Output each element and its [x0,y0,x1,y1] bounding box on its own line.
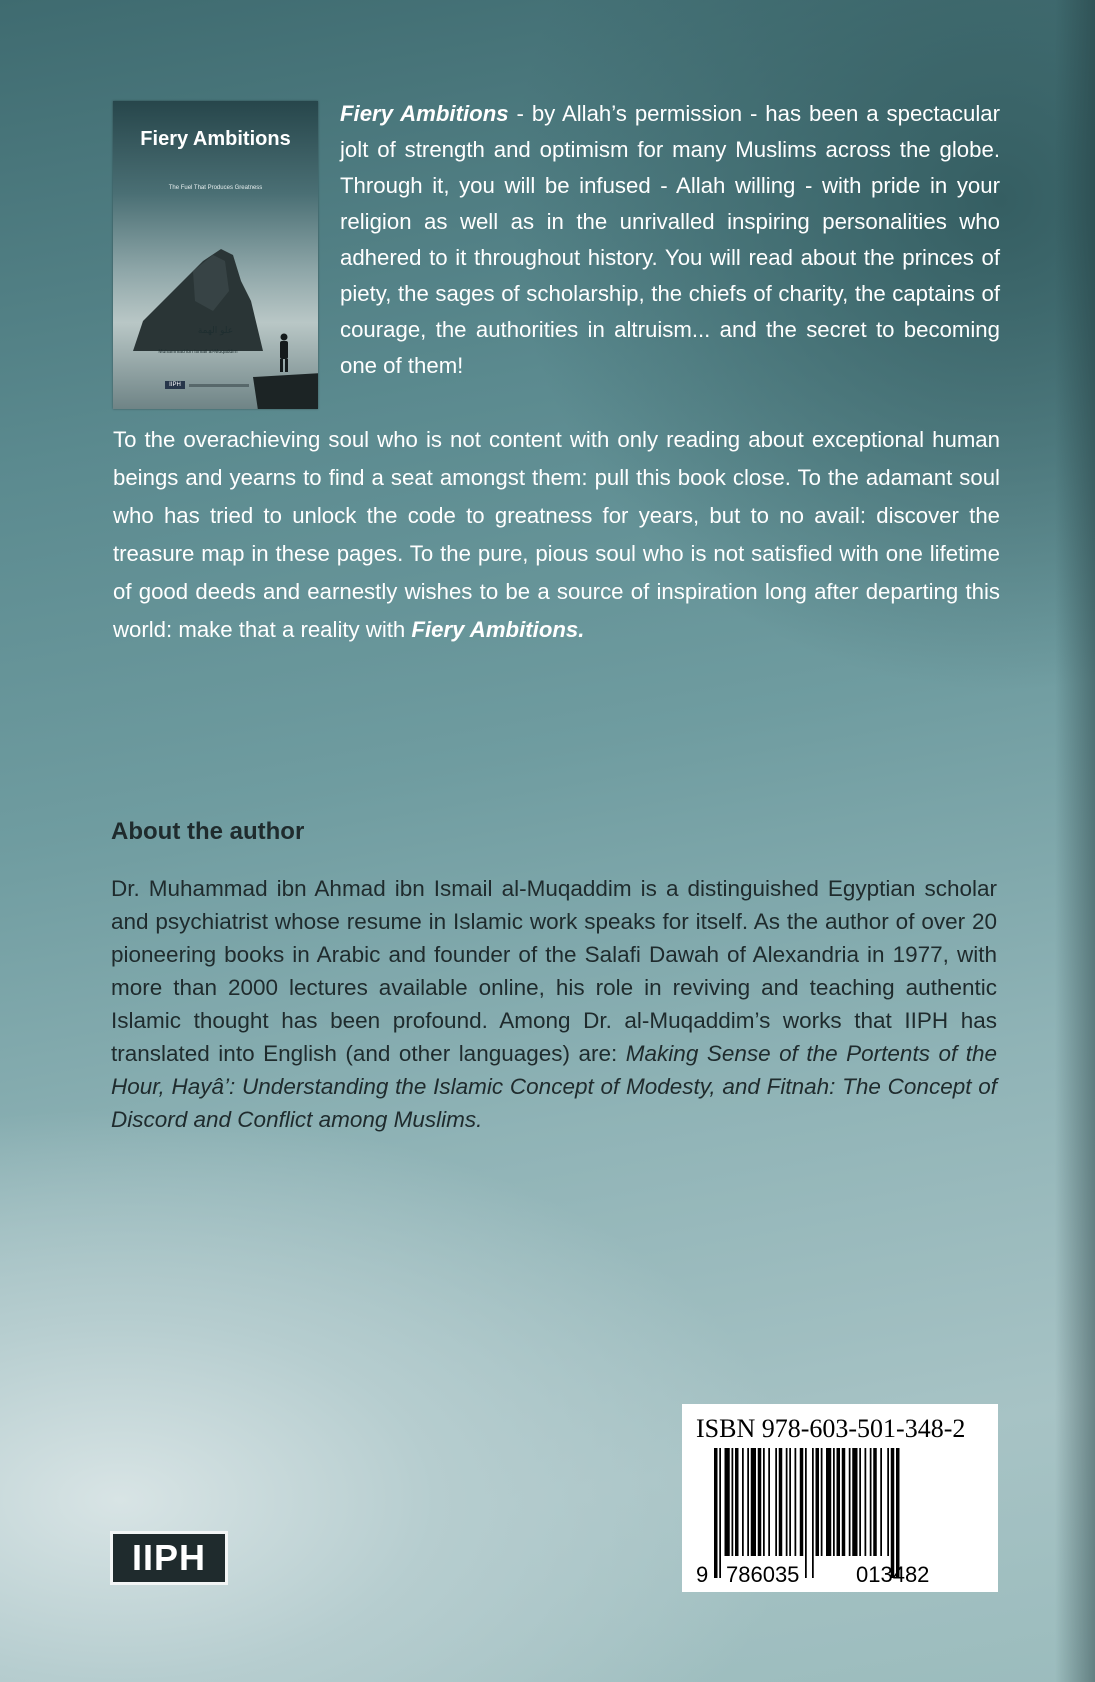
publisher-logo-text: IIPH [131,1537,206,1578]
barcode-bar [747,1448,749,1556]
barcode-bar [852,1448,857,1556]
barcode-bar [821,1448,823,1556]
barcode-bar [873,1448,877,1556]
cover-publisher-line [189,384,249,387]
barcode-bar [763,1448,765,1556]
barcode-image [696,1448,984,1588]
barcode-bar [891,1448,895,1578]
barcode-bar [732,1448,734,1556]
about-author-bio: Dr. Muhammad ibn Ahmad ibn Ismail al-Muqaddim is a distinguished Egyptian scholar and psychiatrist whose resume in Islamic work speaks for itself. As the author of over 20 pioneering books in Arabic and founder of the Salafi Dawah of Alexandria in 1977, with more than 2000 lectures available online, his role in reviving and teaching authentic Islamic thought has been profound. Among Dr. al-Muqaddim’s works that IIPH has translated into English (and other languages) are: [111,876,997,1066]
barcode-bar [719,1448,721,1578]
barcode-bar [779,1448,783,1556]
about-author-text [111,872,997,1136]
barcode-bar [833,1448,835,1556]
barcode-bar [800,1448,804,1556]
barcode-bar [812,1448,814,1578]
cover-person-image [277,333,291,373]
barcode-bar [735,1448,739,1556]
barcode-bar [816,1448,820,1556]
book-title-lead: Fiery Ambitions [340,101,509,126]
barcode-bar [775,1448,777,1556]
blurb-paragraph-2-text: To the overachieving soul who is not content with only reading about exceptional human beings and yearns to find a seat amongst them: pull this book close. To the adamant soul who has tried to unlock the code to greatness for years, but to no avail: discover the treasure map in these pages. To the pure, pious soul who is not satisfied with one lifetime of good deeds and earnestly wishes to be a source of inspiration long after departing this world: make that a reality with [113,427,1000,642]
barcode-digits-left: 786035 [726,1562,800,1587]
cover-ledge-image [253,367,318,409]
barcode-bar [842,1448,846,1556]
barcode-bar [751,1448,756,1556]
barcode-bar [789,1448,791,1556]
blurb-paragraph-1-text: - by Allah’s permission - has been a spectacular jolt of strength and optimism for many Muslims across the globe. Through it, you will be infused - Allah willing - with pride in your religion as well as in the unrivalled inspiring personalities who adhered to it throughout history. You will read about the princes of piety, the sages of scholarship, the chiefs of charity, the captains of courage, the authorities in altruism... and the secret to becoming one of them! [340,101,1000,378]
barcode-bar [805,1448,807,1578]
barcode-bar [880,1448,882,1556]
cover-publisher-mark: IIPH [165,381,185,389]
cover-arabic-title: علو الهمة [197,326,234,336]
blurb-paragraph-2 [113,421,1000,649]
barcode-bar [768,1448,770,1556]
book-title-end: Fiery Ambitions. [411,617,585,642]
barcode-bar [795,1448,797,1556]
barcode-bar [826,1448,831,1556]
isbn-label: ISBN 978-603-501-348-2 [696,1414,966,1443]
barcode-bar [742,1448,744,1556]
barcode-bar [837,1448,841,1556]
barcode-digit-first: 9 [696,1562,709,1587]
spine-shadow [1055,0,1095,1682]
cover-title: Fiery Ambitions [140,128,291,150]
barcode-digits-right: 013482 [856,1562,930,1587]
barcode-bar [758,1448,762,1556]
about-author-heading: About the author [111,818,305,845]
publisher-logo [110,1531,228,1585]
barcode-bar [725,1448,730,1556]
cover-author: Muhammad ibn Ismail al-Muqaddim [158,349,238,355]
cover-thumbnail [113,101,318,409]
cover-subtitle: The Fuel That Produces Greatness [168,185,263,191]
barcode-bar [887,1448,889,1556]
barcode-panel [682,1404,998,1592]
barcode-bar [714,1448,718,1578]
barcode-bar [849,1448,851,1556]
about-author-works: Making Sense of the Portents of the Hour, Hayâ’: Understanding the Islamic Concept of Modesty, and Fitnah: The Concept of Discord and Conflict among Muslims. [111,1041,997,1132]
barcode-bar [786,1448,788,1556]
blurb-paragraph-1 [340,96,1000,384]
barcode-bar [896,1448,900,1578]
barcode-bar [870,1448,872,1556]
barcode-bar [865,1448,867,1556]
barcode-bar [859,1448,861,1556]
